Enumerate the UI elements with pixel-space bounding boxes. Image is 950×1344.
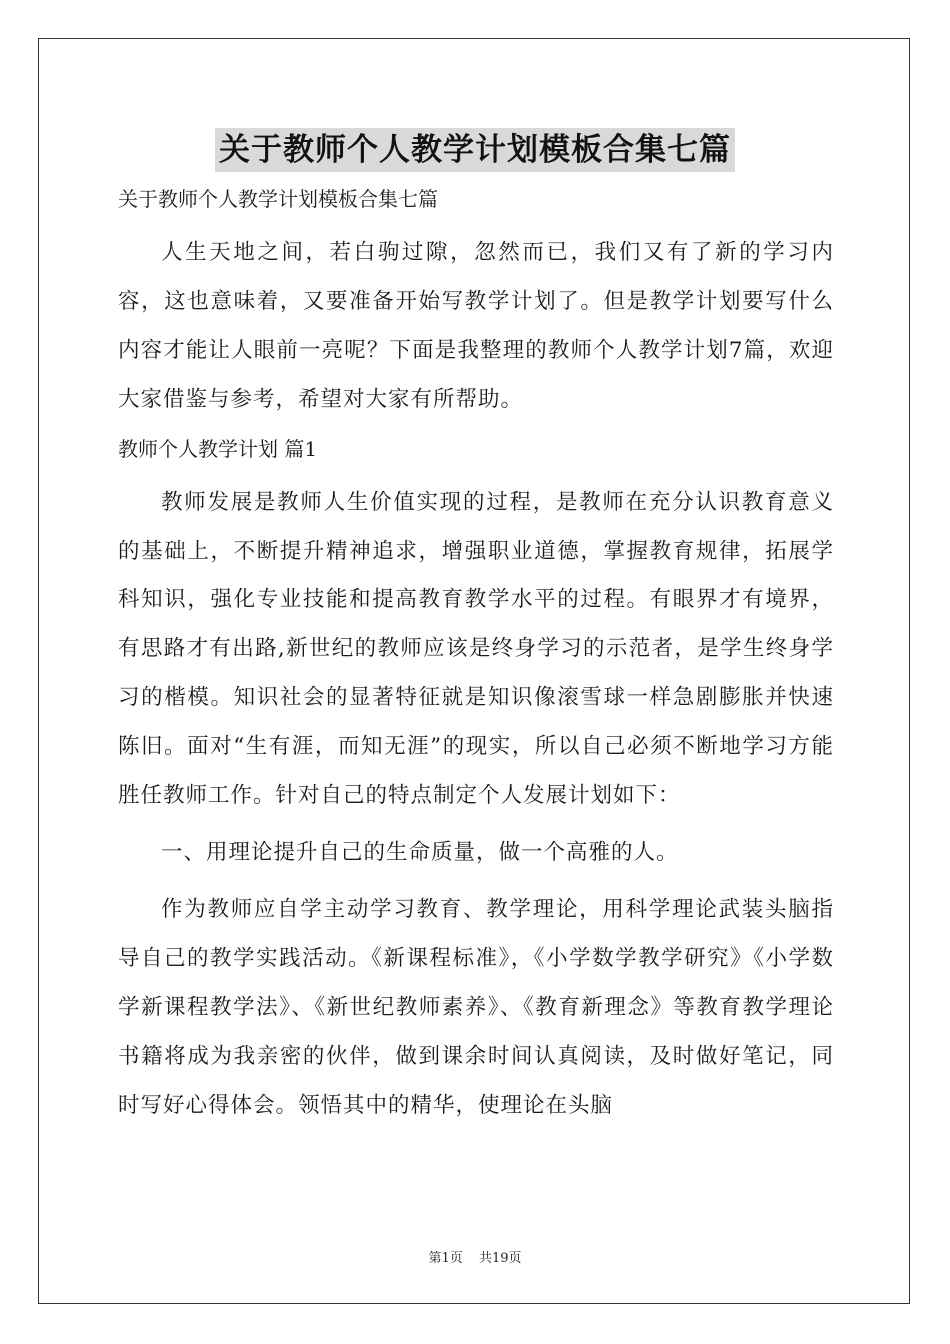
page-footer (0, 1247, 950, 1266)
body-paragraph-2: 一、用理论提升自己的生命质量，做一个高雅的人。 (161, 839, 679, 865)
title-area (0, 128, 950, 172)
document-title: 关于教师个人教学计划模板合集七篇 (215, 128, 735, 172)
intro-paragraph: 人生天地之间，若白驹过隙，忽然而已，我们又有了新的学习内容，这也意味着，又要准备开始写教学计划了。但是教学计划要写什么内容才能让人眼前一亮呢？下面是我整理的教师个人教学计划7篇，欢迎大家借鉴与参考，希望对大家有所帮助。 (118, 240, 834, 412)
body-paragraph-3: 作为教师应自学主动学习教育、教学理论，用科学理论武装头脑指导自己的教学实践活动。《新课程标准》，《小学数学教学研究》《小学数学新课程教学法》、《新世纪教师素养》、《教育新理念》等教育教学理论书籍将成为我亲密的伙伴，做到课余时间认真阅读，及时做好笔记，同时写好心得体会。领悟其中的精华，使理论在头脑 (118, 896, 834, 1118)
document-body (118, 181, 834, 1130)
section-heading: 教师个人教学计划 篇1 (118, 436, 318, 461)
document-subtitle: 关于教师个人教学计划模板合集七篇 (118, 187, 438, 211)
body-paragraph-1: 教师发展是教师人生价值实现的过程，是教师在充分认识教育意义的基础上，不断提升精神追求，增强职业道德，掌握教育规律，拓展学科知识，强化专业技能和提高教育教学水平的过程。有眼界才有境界，有思路才有出路,新世纪的教师应该是终身学习的示范者，是学生终身学习的楷模。知识社会的显著特征就是知识像滚雪球一样急剧膨胀并快速陈旧。面对“生有涯，而知无涯”的现实，所以自己必须不断地学习方能胜任教师工作。针对自己的特点制定个人发展计划如下： (118, 489, 834, 809)
page-number: 第1页 (428, 1251, 463, 1266)
page-total: 共19页 (478, 1251, 522, 1266)
